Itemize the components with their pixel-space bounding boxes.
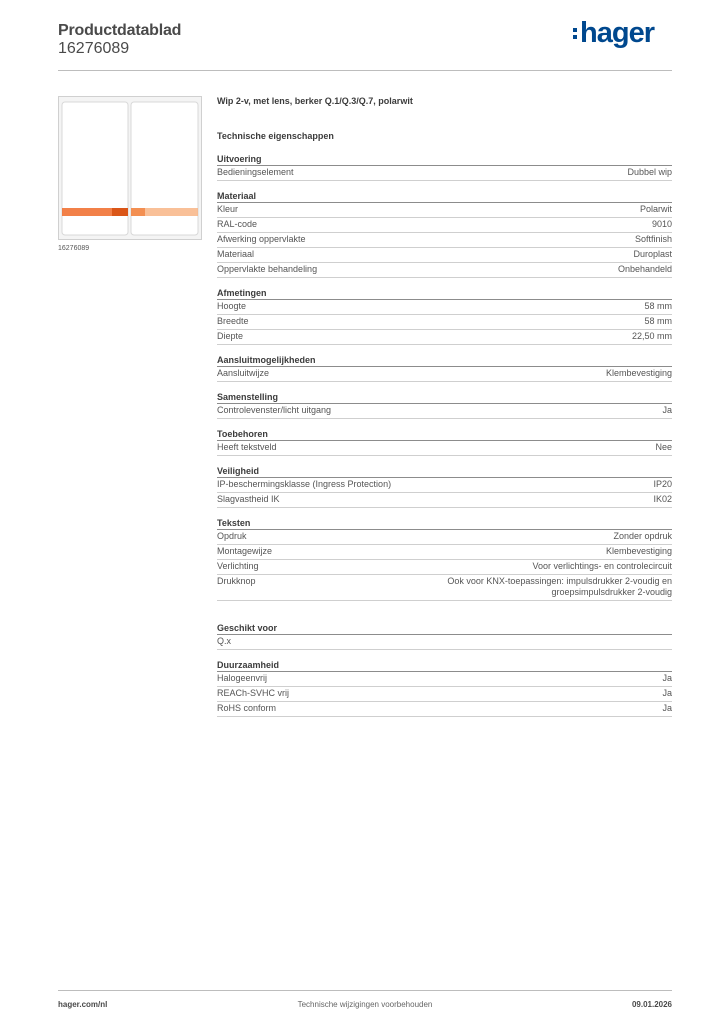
spec-value: Ook voor KNX-toepassingen: impulsdrukker 2-voudig en groepsimpulsdrukker 2-voudig [447, 576, 672, 597]
spec-value: Ja [662, 688, 672, 698]
product-image [58, 96, 202, 240]
spec-row [217, 493, 672, 508]
logo-text: hager [580, 17, 654, 49]
spec-row [217, 233, 672, 248]
spec-group-title: Veiligheid [217, 465, 672, 478]
spec-group [217, 153, 672, 181]
spec-group [217, 287, 672, 345]
spec-group [217, 391, 672, 419]
spec-group [217, 517, 672, 601]
spec-group [217, 465, 672, 508]
spec-label: Verlichting [217, 561, 259, 571]
spec-value: Onbehandeld [617, 264, 672, 274]
spec-row [217, 315, 672, 330]
image-caption: 16276089 [58, 245, 90, 252]
spec-row [217, 687, 672, 702]
spec-label: RAL-code [217, 219, 258, 229]
product-number: 16276089 [58, 40, 130, 57]
spec-value: 58 mm [644, 316, 672, 326]
spec-row [217, 300, 672, 315]
spec-row [217, 478, 672, 493]
spec-label: RoHS conform [217, 703, 277, 713]
spec-row [217, 530, 672, 545]
spec-label: Diepte [217, 331, 244, 341]
spec-label: Bedieningselement [217, 167, 294, 177]
hager-logo [573, 16, 654, 50]
spec-group-title: Geschikt voor [217, 622, 672, 635]
logo-dots-icon [573, 18, 577, 48]
spec-row [217, 560, 672, 575]
spec-value: Zonder opdruk [613, 531, 672, 541]
spec-group-title: Samenstelling [217, 391, 672, 404]
spec-row [217, 404, 672, 419]
spec-row [217, 248, 672, 263]
spec-row [217, 545, 672, 560]
spec-row [217, 635, 672, 650]
spec-value: Dubbel wip [627, 167, 672, 177]
spec-value: 9010 [651, 219, 672, 229]
spec-value: IP20 [653, 479, 672, 489]
spec-value: Nee [655, 442, 672, 452]
spec-row [217, 441, 672, 456]
spec-value: 22,50 mm [631, 331, 672, 341]
spec-label: Controlevenster/licht uitgang [217, 405, 332, 415]
rocker-switch-icon [59, 97, 201, 239]
specifications [217, 96, 672, 717]
spec-row [217, 218, 672, 233]
spec-label: Drukknop [217, 576, 256, 586]
spec-label: Kleur [217, 204, 239, 214]
spec-label: Hoogte [217, 301, 247, 311]
spec-row [217, 166, 672, 181]
spec-label: Heeft tekstveld [217, 442, 277, 452]
spec-label: Aansluitwijze [217, 368, 270, 378]
spec-group [217, 190, 672, 278]
spec-value: 58 mm [644, 301, 672, 311]
spec-value: Klembevestiging [605, 546, 672, 556]
spec-label: Afwerking oppervlakte [217, 234, 306, 244]
spec-value: Ja [662, 703, 672, 713]
product-name: Wip 2-v, met lens, berker Q.1/Q.3/Q.7, polarwit [217, 96, 413, 106]
spec-label: Halogeenvrij [217, 673, 268, 683]
page-footer [58, 990, 672, 1017]
spec-label: Materiaal [217, 249, 255, 259]
spec-value: Duroplast [633, 249, 672, 259]
footer-disclaimer: Technische wijzigingen voorbehouden [297, 1000, 433, 1009]
spec-group [217, 354, 672, 382]
spec-row [217, 702, 672, 717]
spec-group [217, 622, 672, 650]
spec-label: Oppervlakte behandeling [217, 264, 318, 274]
spec-group-title: Afmetingen [217, 287, 672, 300]
spec-group-title: Uitvoering [217, 153, 672, 166]
spec-label: IP-beschermingsklasse (Ingress Protection) [217, 479, 392, 489]
spec-value: Klembevestiging [605, 368, 672, 378]
spec-row [217, 367, 672, 382]
spec-group-title: Aansluitmogelijkheden [217, 354, 672, 367]
spec-label: Opdruk [217, 531, 247, 541]
spec-group-title: Materiaal [217, 190, 672, 203]
spec-group-title: Toebehoren [217, 428, 672, 441]
footer-website[interactable]: hager.com/nl [58, 1000, 108, 1009]
spec-group-title: Duurzaamheid [217, 659, 672, 672]
spec-value: Ja [662, 673, 672, 683]
spec-label: Slagvastheid IK [217, 494, 280, 504]
spec-row [217, 575, 672, 601]
spec-groups [217, 153, 672, 717]
document-title: Productdatablad [58, 22, 182, 39]
spec-row [217, 263, 672, 278]
spec-row [217, 203, 672, 218]
spec-label: Q.x [217, 636, 232, 646]
spec-value: Polarwit [639, 204, 672, 214]
spec-group-title: Teksten [217, 517, 672, 530]
spec-value: Ja [662, 405, 672, 415]
spec-row [217, 672, 672, 687]
page-header [58, 17, 672, 71]
footer-date: 09.01.2026 [631, 1000, 672, 1009]
spec-label: REACh-SVHC vrij [217, 688, 290, 698]
spec-value: Voor verlichtings- en controlecircuit [532, 561, 672, 571]
spec-label: Montagewijze [217, 546, 273, 556]
spec-row [217, 330, 672, 345]
spec-label: Breedte [217, 316, 249, 326]
spec-value: IK02 [653, 494, 672, 504]
spec-value: Softfinish [634, 234, 672, 244]
section-heading: Technische eigenschappen [217, 131, 334, 141]
spec-group [217, 428, 672, 456]
spec-group [217, 659, 672, 717]
